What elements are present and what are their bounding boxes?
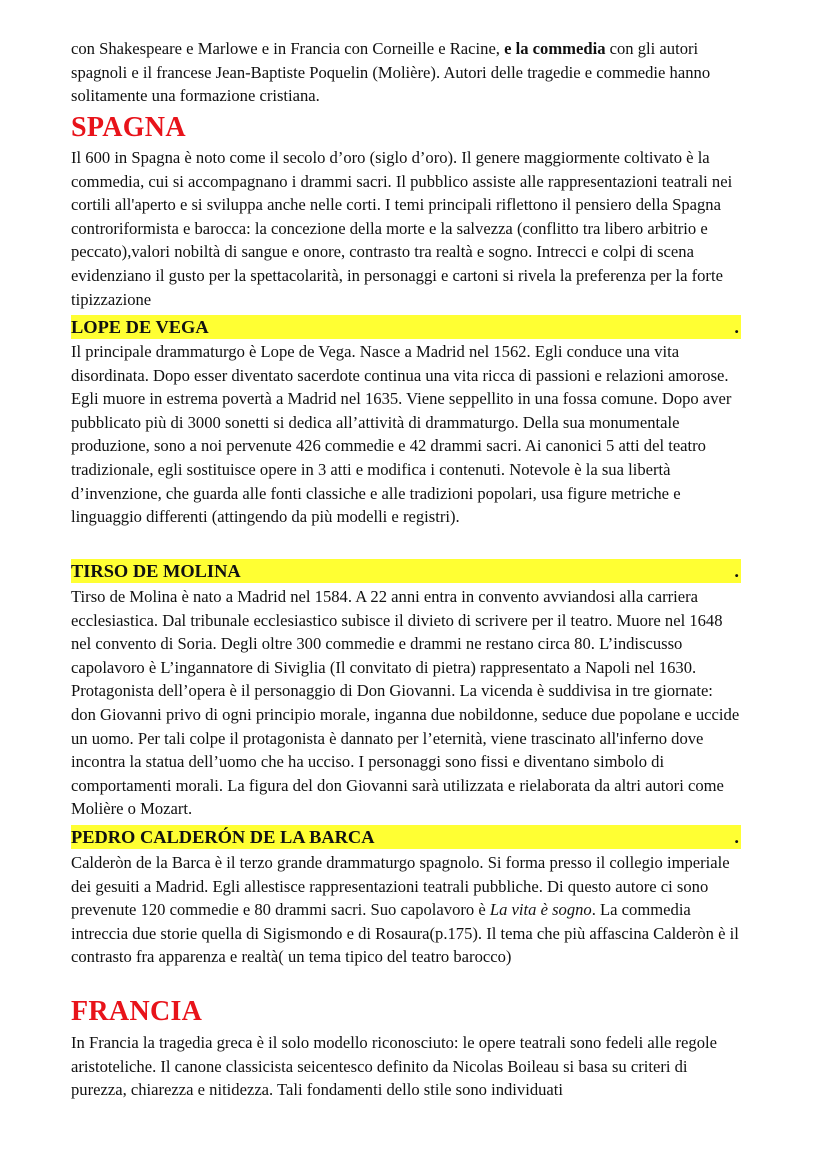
- lope-de-vega-paragraph: Il principale drammaturgo è Lope de Vega. Nasce a Madrid nel 1562. Egli conduce una vita disordinata. Dopo esser diventato sacerdote continua una vita ricca di passioni e relazioni amorose. Egli muore in estrema povertà a Madrid nel 1635. Viene seppellito in una fossa comune. Dopo aver pubblicato più di 3000 sonetti si dedica all’attività di drammaturgo. Della sua monumentale produzione, sono a noi pervenute 426 commedie e 42 drammi sacri. Ai canonici 5 atti del teatro tradizionale, egli sostituisce opere in 3 atti e modifica i contenuti. Notevole è la sua libertà d’invenzione, che guarda alle fonti classiche e alle tradizioni popolari, usa figure metriche e linguaggio differenti (attingendo da più modelli e registri).: [71, 342, 732, 527]
- tirso-de-molina-paragraph: Tirso de Molina è nato a Madrid nel 1584. A 22 anni entra in convento avviandosi alla carriera ecclesiastica. Dal tribunale ecclesiastico subisce il divieto di scrivere per il teatro. Muore nel 1648 nel convento di Soria. Degli oltre 300 commedie e drammi ne restano circa 80. L’indiscusso capolavoro è L’ingannatore di Siviglia (Il convitato di pietra) rappresentato a Napoli nel 1630. Protagonista dell’opera è il personaggio di Don Giovanni. La vicenda è suddivisa in tre giornate: don Giovanni privo di ogni principio morale, inganna due nobildonne, seduce due popolane e uccide un uomo. Per tali colpe il protagonista è dannato per l’eternità, viene trascinato all'inferno dove incontra la statua dell’uomo che ha ucciso. I personaggi sono fissi e diventano simbolo di comportamenti morali. La figura del don Giovanni sarà utilizzata e rielaborata da altri autori come Molière o Mozart.: [71, 587, 740, 819]
- calderon-italic-title: La vita è sogno: [489, 900, 592, 920]
- calderon-heading: PEDRO CALDERÓN DE LA BARCA: [71, 827, 375, 847]
- calderon-text-after: . La commedia intreccia due storie quella di Sigismondo e di Rosaura(p.175). Il tema che più affascina Calderòn è il contrasto fra apparenza e realtà( un tema tipico del teatro barocco): [71, 900, 739, 967]
- calderon-text-before: Calderòn de la Barca è il terzo grande drammaturgo spagnolo. Si forma presso il collegio imperiale dei gesuiti a Madrid. Egli allestisce rappresentazioni teatrali pubbliche. Di questo autore ci sono prevenute 120 commedie e 80 drammi sacri. Suo capolavoro è: [71, 853, 730, 920]
- section-title-spagna: SPAGNA: [71, 112, 186, 143]
- heading-band-tirso-de-molina: [71, 559, 741, 583]
- spagna-paragraph: Il 600 in Spagna è noto come il secolo d’oro (siglo d’oro). Il genere maggiormente coltivato è la commedia, cui si accompagnano i drammi sacri. Il pubblico assiste alle rappresentazioni teatrali nei cortili all'aperto e si sviluppa anche nelle corti. I temi principali riflettono il pensiero della Spagna controriformista e barocca: la concezione della morte e la salvezza (conflitto tra libero arbitrio e peccato),valori nobiltà di sangue e onore, contrasto tra realtà e sogno. Intrecci e colpi di scena evidenziano il gusto per la spettacolarità, in personaggi e cartoni si rivela la preferenza per la forte tipizzazione: [71, 148, 733, 309]
- section-title-francia: FRANCIA: [71, 996, 203, 1027]
- heading-dot: .: [734, 561, 739, 581]
- heading-dot: .: [734, 827, 739, 847]
- calderon-paragraph: [71, 851, 741, 969]
- intro-text-after: con gli autori spagnoli e il francese Jean-Baptiste Poquelin (Molière). Autori delle tragedie e commedie hanno solitamente una formazione cristiana.: [71, 39, 711, 106]
- heading-band-calderon: [71, 825, 741, 849]
- heading-dot: .: [734, 317, 739, 337]
- heading-band-lope-de-vega: [71, 315, 741, 339]
- francia-paragraph: In Francia la tragedia greca è il solo modello riconosciuto: le opere teatrali sono fedeli alle regole aristoteliche. Il canone classicista seicentesco definito da Nicolas Boileau si basa su criteri di purezza, chiarezza e nitidezza. Tali fondamenti dello stile sono individuati: [71, 1033, 717, 1100]
- lope-de-vega-heading: LOPE DE VEGA: [71, 317, 209, 337]
- tirso-de-molina-heading: TIRSO DE MOLINA: [71, 561, 241, 581]
- intro-paragraph: [71, 37, 741, 108]
- intro-bold-text: e la commedia: [504, 39, 606, 58]
- intro-text-before: con Shakespeare e Marlowe e in Francia con Corneille e Racine,: [71, 39, 505, 58]
